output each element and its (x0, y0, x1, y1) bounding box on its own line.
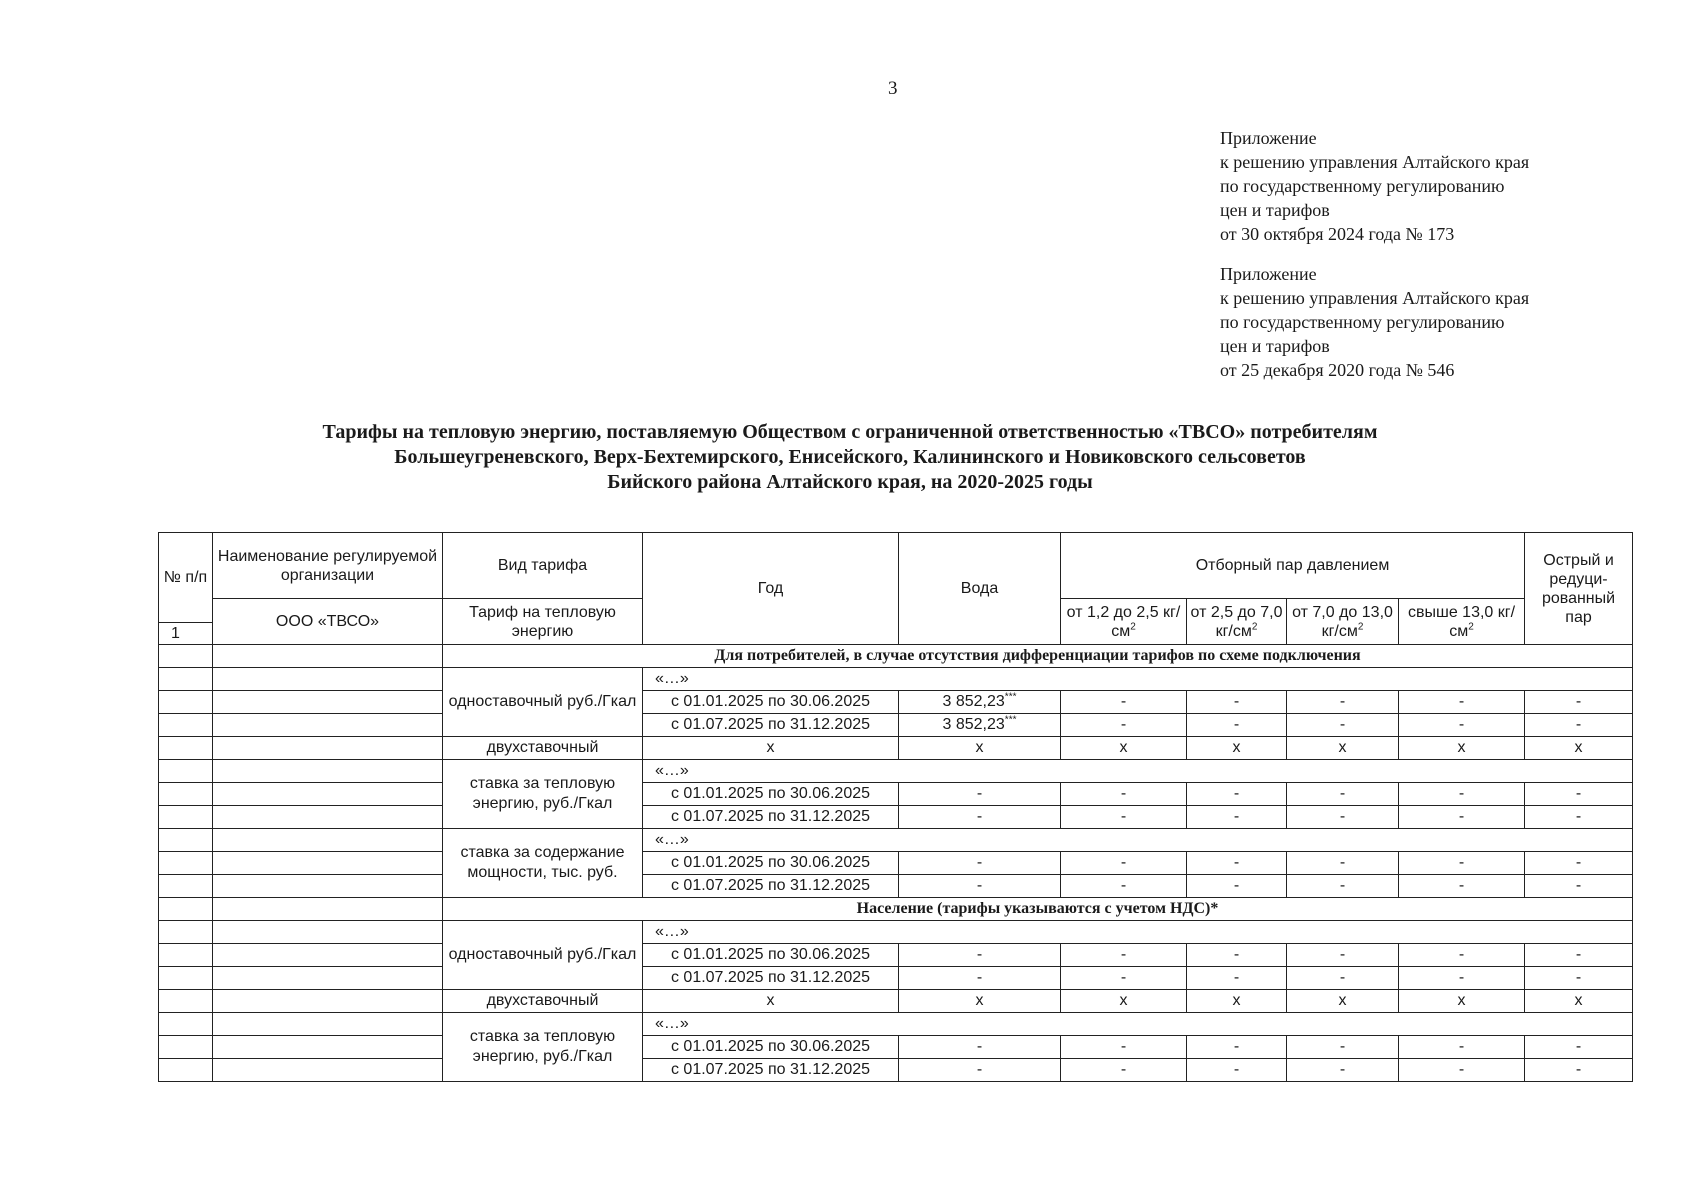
dash-cell: - (1399, 852, 1525, 875)
dash-cell: - (899, 944, 1061, 967)
dash-cell: - (1525, 714, 1633, 737)
dash-cell: - (1525, 852, 1633, 875)
dash-cell: - (1287, 1059, 1399, 1082)
na-cell: х (899, 990, 1061, 1013)
period-cell: с 01.07.2025 по 31.12.2025 (643, 806, 899, 829)
dash-cell: - (899, 852, 1061, 875)
group-label: двухставочный (443, 990, 643, 1013)
dash-cell: - (899, 875, 1061, 898)
title-line: Бийского района Алтайского края, на 2020-2025 годы (607, 471, 1093, 493)
row-number: 1 (159, 623, 213, 645)
group-label: одноставочный руб./Гкал (443, 921, 643, 990)
dash-cell: - (1525, 944, 1633, 967)
dash-cell: - (1287, 714, 1399, 737)
appendix-line: по государственному регулированию (1220, 312, 1505, 332)
appendix-line: к решению управления Алтайского края (1220, 288, 1530, 308)
dash-cell: - (1525, 1036, 1633, 1059)
document-title (240, 420, 1460, 495)
dash-cell: - (899, 967, 1061, 990)
dash-cell: - (1399, 1036, 1525, 1059)
na-cell: х (1525, 737, 1633, 760)
dash-cell: - (1187, 967, 1287, 990)
appendix-note-current (1220, 126, 1529, 246)
group-label: ставка за содержание мощности, тыс. руб. (443, 829, 643, 898)
page-number: 3 (888, 78, 898, 99)
dash-cell: - (1187, 1036, 1287, 1059)
na-cell: х (1061, 737, 1187, 760)
organization-cell: ООО «ТВСО» (213, 599, 443, 645)
section-heading: Население (тарифы указываются с учетом НДС)* (443, 898, 1633, 921)
water-value: 3 852,23*** (899, 714, 1061, 737)
title-line: Тарифы на тепловую энергию, поставляемую Обществом с ограниченной ответственностью «ТВСО» потребителям (322, 421, 1378, 443)
group-label: одноставочный руб./Гкал (443, 668, 643, 737)
dash-cell: - (1525, 806, 1633, 829)
dash-cell: - (1399, 1059, 1525, 1082)
dash-cell: - (1525, 783, 1633, 806)
na-cell: х (1187, 990, 1287, 1013)
dash-cell: - (1287, 875, 1399, 898)
dash-cell: - (1187, 875, 1287, 898)
dash-cell: - (1061, 783, 1187, 806)
na-cell: х (1287, 737, 1399, 760)
dash-cell: - (1399, 783, 1525, 806)
period-cell: с 01.07.2025 по 31.12.2025 (643, 967, 899, 990)
dash-cell: - (1399, 875, 1525, 898)
dash-cell: - (1287, 806, 1399, 829)
header-steam-3: от 7,0 до 13,0 $кг/см^2$ (1287, 599, 1399, 645)
omitted-rows: «…» (643, 1013, 1633, 1036)
tariff-type-cell: Тариф на тепловую энергию (443, 599, 643, 645)
header-organization: Наименование регулируемой организации (213, 533, 443, 599)
header-sharp-steam: Острый и редуци-рованный пар (1525, 533, 1633, 645)
dash-cell: - (1061, 1059, 1187, 1082)
period-cell: с 01.01.2025 по 30.06.2025 (643, 783, 899, 806)
group-label: ставка за тепловую энергию, руб./Гкал (443, 1013, 643, 1082)
group-label: ставка за тепловую энергию, руб./Гкал (443, 760, 643, 829)
dash-cell: - (1399, 944, 1525, 967)
dash-cell: - (1287, 783, 1399, 806)
header-tariff-type: Вид тарифа (443, 533, 643, 599)
dash-cell: - (1399, 691, 1525, 714)
dash-cell: - (1061, 875, 1187, 898)
dash-cell: - (1287, 691, 1399, 714)
period-cell: с 01.07.2025 по 31.12.2025 (643, 1059, 899, 1082)
appendix-line: Приложение (1220, 264, 1317, 284)
omitted-rows: «…» (643, 921, 1633, 944)
dash-cell: - (1061, 691, 1187, 714)
header-steam-1: от 1,2 до 2,5 $кг/см^2$ (1061, 599, 1187, 645)
group-label: двухставочный (443, 737, 643, 760)
header-steam-4: свыше 13,0 $кг/см^2$ (1399, 599, 1525, 645)
dash-cell: - (1287, 852, 1399, 875)
dash-cell: - (899, 783, 1061, 806)
dash-cell: - (1061, 806, 1187, 829)
dash-cell: - (1187, 714, 1287, 737)
omitted-rows: «…» (643, 829, 1633, 852)
appendix-line: Приложение (1220, 128, 1317, 148)
dash-cell: - (1187, 691, 1287, 714)
dash-cell: - (1525, 967, 1633, 990)
appendix-line: от 30 октября 2024 года № 173 (1220, 224, 1455, 244)
dash-cell: - (1187, 944, 1287, 967)
period-cell: с 01.01.2025 по 30.06.2025 (643, 852, 899, 875)
header-steam-group: Отборный пар давлением (1061, 533, 1525, 599)
section-heading: Для потребителей, в случае отсутствия дифференциации тарифов по схеме подключения (443, 645, 1633, 668)
dash-cell: - (1287, 944, 1399, 967)
dash-cell: - (1187, 806, 1287, 829)
tariff-table (158, 532, 1633, 1082)
dash-cell: - (1061, 714, 1187, 737)
period-cell: с 01.07.2025 по 31.12.2025 (643, 714, 899, 737)
dash-cell: - (1525, 1059, 1633, 1082)
period-cell: с 01.07.2025 по 31.12.2025 (643, 875, 899, 898)
appendix-line: цен и тарифов (1220, 336, 1330, 356)
dash-cell: - (1399, 714, 1525, 737)
dash-cell: - (1399, 806, 1525, 829)
na-cell: х (1187, 737, 1287, 760)
dash-cell: - (1061, 1036, 1187, 1059)
dash-cell: - (899, 1036, 1061, 1059)
period-cell: с 01.01.2025 по 30.06.2025 (643, 691, 899, 714)
na-cell: х (1525, 990, 1633, 1013)
appendix-line: по государственному регулированию (1220, 176, 1505, 196)
header-water: Вода (899, 533, 1061, 645)
dash-cell: - (1287, 967, 1399, 990)
header-number: № п/п (159, 533, 213, 623)
dash-cell: - (899, 806, 1061, 829)
appendix-line: от 25 декабря 2020 года № 546 (1220, 360, 1455, 380)
na-cell: х (1399, 737, 1525, 760)
dash-cell: - (1525, 691, 1633, 714)
omitted-rows: «…» (643, 760, 1633, 783)
title-line: Большеугреневского, Верх-Бехтемирского, Енисейского, Калининского и Новиковского сельсоветов (394, 446, 1306, 468)
na-cell: х (643, 737, 899, 760)
na-cell: х (1399, 990, 1525, 1013)
appendix-note-original (1220, 262, 1529, 382)
na-cell: х (643, 990, 899, 1013)
water-value: 3 852,23*** (899, 691, 1061, 714)
dash-cell: - (1287, 1036, 1399, 1059)
appendix-line: к решению управления Алтайского края (1220, 152, 1530, 172)
dash-cell: - (1061, 967, 1187, 990)
dash-cell: - (1525, 875, 1633, 898)
dash-cell: - (1061, 852, 1187, 875)
dash-cell: - (1399, 967, 1525, 990)
dash-cell: - (1187, 852, 1287, 875)
na-cell: х (1061, 990, 1187, 1013)
appendix-line: цен и тарифов (1220, 200, 1330, 220)
dash-cell: - (899, 1059, 1061, 1082)
dash-cell: - (1187, 1059, 1287, 1082)
dash-cell: - (1061, 944, 1187, 967)
header-year: Год (643, 533, 899, 645)
na-cell: х (899, 737, 1061, 760)
na-cell: х (1287, 990, 1399, 1013)
omitted-rows: «…» (643, 668, 1633, 691)
period-cell: с 01.01.2025 по 30.06.2025 (643, 944, 899, 967)
period-cell: с 01.01.2025 по 30.06.2025 (643, 1036, 899, 1059)
dash-cell: - (1187, 783, 1287, 806)
header-steam-2: от 2,5 до 7,0 $кг/см^2$ (1187, 599, 1287, 645)
